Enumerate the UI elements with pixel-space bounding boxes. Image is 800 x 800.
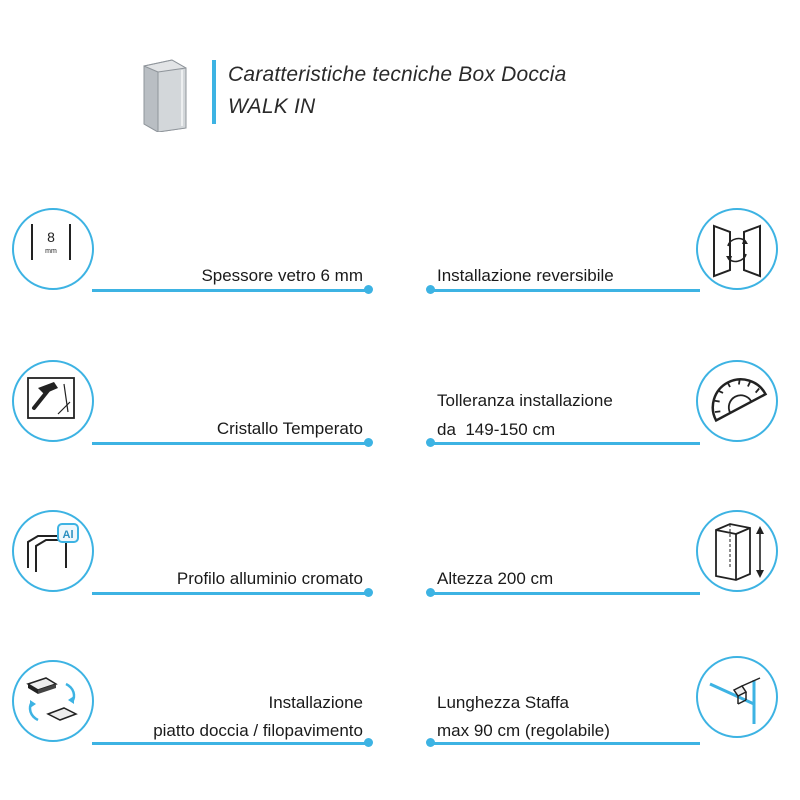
- feature-label: Spessore vetro 6 mm: [201, 266, 363, 285]
- height-box-icon: [698, 512, 775, 589]
- feature-connector-dot: [364, 588, 373, 597]
- feature-label-line2: max 90 cm (regolabile): [437, 721, 610, 740]
- feature-connector-line: [92, 742, 368, 745]
- feature-label: Profilo alluminio cromato: [176, 569, 363, 588]
- feature-label-line1: Tolleranza installazione: [437, 391, 613, 410]
- feature-connector-line: [92, 592, 368, 595]
- protractor-icon: [698, 362, 775, 439]
- feature-icon-circle: [696, 510, 778, 592]
- feature-icon-circle: [696, 656, 778, 738]
- aluminium-profile-icon: [14, 512, 91, 589]
- page-subtitle: WALK IN: [228, 95, 316, 118]
- svg-text:mm: mm: [45, 248, 57, 255]
- feature-connector-line: [430, 742, 700, 745]
- feature-connector-line: [430, 592, 700, 595]
- feature-connector-line: [92, 289, 368, 292]
- feature-connector-line: [430, 442, 700, 445]
- feature-label-line2: da 149-150 cm: [437, 420, 556, 439]
- feature-connector-dot: [426, 438, 435, 447]
- svg-text:8: 8: [47, 229, 55, 245]
- page-title: Caratteristiche tecniche Box Doccia: [228, 63, 567, 86]
- feature-label-line2: piatto doccia / filopavimento: [153, 721, 363, 740]
- feature-icon-circle: [696, 208, 778, 290]
- feature-connector-dot: [364, 438, 373, 447]
- feature-label: Cristallo Temperato: [216, 419, 363, 438]
- tray-floor-install-icon: [14, 662, 91, 739]
- feature-connector-line: [430, 289, 700, 292]
- feature-connector-dot: [364, 285, 373, 294]
- feature-connector-line: [92, 442, 368, 445]
- feature-connector-dot: [426, 738, 435, 747]
- reversible-doors-icon: [698, 210, 775, 287]
- feature-label-line1: Installazione: [268, 693, 363, 712]
- feature-label: Altezza 200 cm: [437, 569, 554, 588]
- header-divider: [212, 60, 216, 124]
- feature-label-line1: Lunghezza Staffa: [437, 693, 570, 712]
- feature-icon-circle: [12, 510, 94, 592]
- page-header: [0, 0, 800, 160]
- feature-connector-dot: [426, 588, 435, 597]
- feature-connector-dot: [426, 285, 435, 294]
- svg-text:Al: Al: [62, 529, 74, 541]
- tempered-glass-hammer-icon: [14, 362, 91, 439]
- shower-box-icon: [138, 58, 188, 132]
- feature-icon-circle: [12, 360, 94, 442]
- feature-label: Installazione reversibile: [437, 266, 614, 285]
- feature-icon-circle: [12, 208, 94, 290]
- feature-connector-dot: [364, 738, 373, 747]
- feature-icon-circle: [696, 360, 778, 442]
- feature-icon-circle: [12, 660, 94, 742]
- bracket-arm-icon: [698, 658, 775, 735]
- glass-thickness-icon: [14, 210, 91, 287]
